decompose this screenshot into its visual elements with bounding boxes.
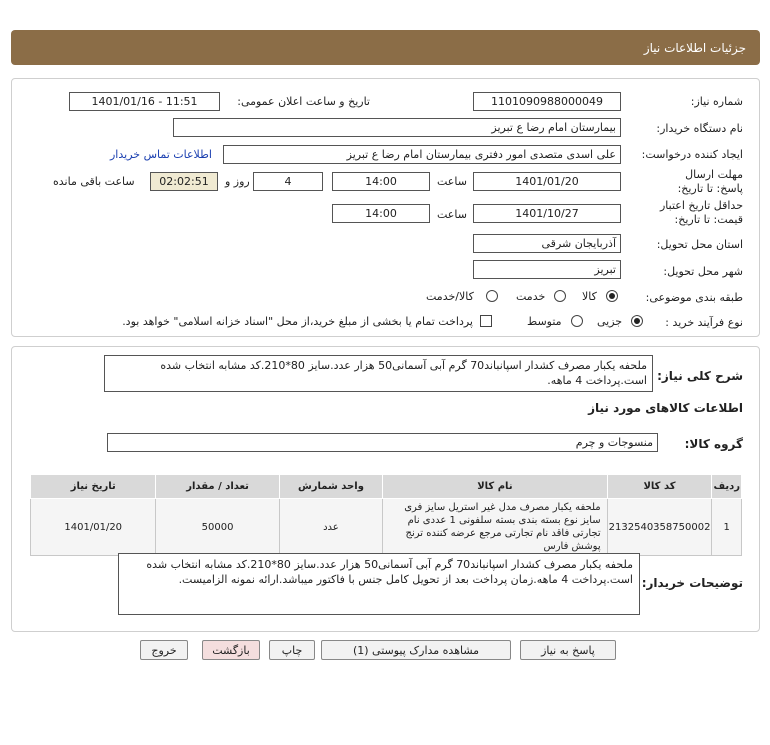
category-radio-goods[interactable] xyxy=(606,290,618,302)
requester-field: علی اسدی متصدی امور دفتری بیمارستان امام رضا ع تبریز xyxy=(223,145,621,164)
buyer-org-label: نام دستگاه خریدار: xyxy=(656,122,743,135)
delivery-city-field: تبریز xyxy=(473,260,621,279)
goods-table xyxy=(30,474,742,556)
validity-date-field: 1401/10/27 xyxy=(473,204,621,223)
validity-text: حداقل تاریخ اعتبار قیمت: تا تاریخ: xyxy=(659,199,743,226)
col-name: نام کالا xyxy=(383,475,607,499)
col-qty: تعداد / مقدار xyxy=(156,475,279,499)
category-radio-goods-service[interactable] xyxy=(486,290,498,302)
reply-deadline-label xyxy=(658,168,743,196)
goods-info-title: اطلاعات کالاهای مورد نیاز xyxy=(588,401,743,415)
category-radio-service[interactable] xyxy=(554,290,566,302)
reply-button[interactable]: پاسخ به نیاز xyxy=(520,640,616,660)
days-field: 4 xyxy=(253,172,323,191)
contact-buyer-link[interactable]: اطلاعات تماس خریدار xyxy=(110,148,212,161)
treasury-checkbox[interactable] xyxy=(480,315,492,327)
goods-group-field: منسوجات و چرم xyxy=(107,433,658,452)
cell-date: 1401/01/20 xyxy=(31,499,156,556)
category-goods-label: کالا xyxy=(582,290,597,303)
back-button[interactable]: بازگشت xyxy=(202,640,260,660)
process-minor-label: جزیی xyxy=(597,315,623,328)
delivery-province-field: آذربایجان شرقی xyxy=(473,234,621,253)
cell-row: 1 xyxy=(712,499,742,556)
reply-date-field: 1401/01/20 xyxy=(473,172,621,191)
announce-label: تاریخ و ساعت اعلان عمومی: xyxy=(237,95,370,108)
category-service-label: خدمت xyxy=(516,290,546,303)
category-goods-service-label: کالا/خدمت xyxy=(426,290,474,303)
reply-time-field: 14:00 xyxy=(332,172,430,191)
requester-label: ایجاد کننده درخواست: xyxy=(641,148,743,161)
delivery-province-label: استان محل تحویل: xyxy=(656,238,743,251)
col-date: تاریخ نیاز xyxy=(31,475,156,499)
reply-time-label: ساعت xyxy=(437,175,467,188)
process-radio-medium[interactable] xyxy=(571,315,583,327)
col-unit: واحد شمارش xyxy=(279,475,382,499)
need-number-label: شماره نیاز: xyxy=(690,95,743,108)
page-title: جزئیات اطلاعات نیاز xyxy=(643,40,746,55)
remaining-label: ساعت باقی مانده xyxy=(53,175,135,188)
process-medium-label: متوسط xyxy=(527,315,562,328)
reply-deadline-text: مهلت ارسال پاسخ: تا تاریخ: xyxy=(677,168,743,195)
category-label: طبقه بندی موضوعی: xyxy=(645,291,743,304)
process-label: نوع فرآیند خرید : xyxy=(665,316,743,329)
validity-time-field: 14:00 xyxy=(332,204,430,223)
delivery-city-label: شهر محل تحویل: xyxy=(663,265,743,278)
cell-name: ملحفه یکبار مصرف مدل غیر استریل سایز فری سایز نوع بسته بندی بسته سلفونی 1 عددی نام تجارتی فاقد نام تجارتی مرجع عرضه کننده ترنج پوشش فارس xyxy=(383,499,607,556)
validity-time-label: ساعت xyxy=(437,208,467,221)
table-row xyxy=(31,499,742,556)
summary-label: شرح کلی نیاز: xyxy=(657,369,743,383)
summary-text: ملحفه یکبار مصرف کشدار اسپانباند70 گرم آبی آسمانی50 هزار عدد.سایز 80*210.کد مشابه انتخاب شده است.پرداخت 4 ماهه. xyxy=(104,355,653,392)
validity-label xyxy=(648,199,743,227)
process-radio-minor[interactable] xyxy=(631,315,643,327)
col-code: کد کالا xyxy=(607,475,712,499)
buyer-notes-text: ملحفه یکبار مصرف کشدار اسپانباند70 گرم آبی آسمانی50 هزار عدد.سایز 80*210.کد مشابه انتخاب شده است.پرداخت 4 ماهه.زمان پرداخت بعد از تحویل کامل جنس با فاکتور میباشد.ارائه نمونه الزامیست. xyxy=(118,553,640,615)
print-button[interactable]: چاپ xyxy=(269,640,315,660)
view-documents-button[interactable]: مشاهده مدارک پیوستی (1) xyxy=(321,640,511,660)
exit-button[interactable]: خروج xyxy=(140,640,188,660)
remaining-time-field: 02:02:51 xyxy=(150,172,218,191)
buyer-notes-label: توضیحات خریدار: xyxy=(641,576,743,590)
col-row: ردیف xyxy=(712,475,742,499)
goods-group-label: گروه کالا: xyxy=(684,437,743,451)
buyer-org-field: بیمارستان امام رضا ع تبریز xyxy=(173,118,621,137)
cell-qty: 50000 xyxy=(156,499,279,556)
page-header xyxy=(11,30,760,65)
need-number-field: 1101090988000049 xyxy=(473,92,621,111)
days-label: روز و xyxy=(225,175,250,188)
payment-note: پرداخت تمام یا بخشی از مبلغ خرید،از محل "اسناد خزانه اسلامی" خواهد بود. xyxy=(122,315,473,328)
announce-field: 1401/01/16 - 11:51 xyxy=(69,92,220,111)
cell-unit: عدد xyxy=(279,499,382,556)
cell-code: 2132540358750002 xyxy=(607,499,712,556)
